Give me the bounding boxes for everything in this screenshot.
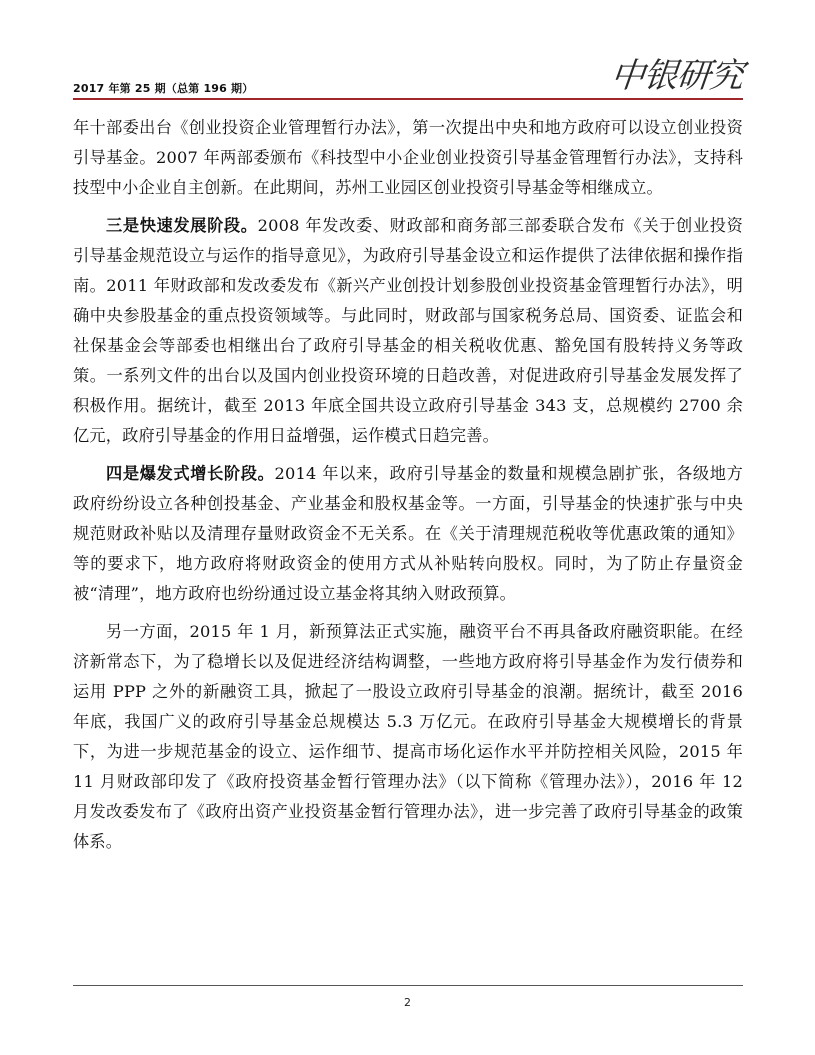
paragraph-text: 另一方面，2015 年 1 月，新预算法正式实施，融资平台不再具备政府融资职能。在经济新常态下，为了稳增长以及促进经济结构调整，一些地方政府将引导基金作为发行债券和运用 PPP 之外的新融资工具，掀起了一股设立政府引导基金的浪潮。据统计，截至 2016 年底，我国广义的政府引导基金总规模达 5.3 万亿元。在政府引导基金大规模增长的背景下，为进一步规范基金的设立、运作细节、提高市场化运作水平并防控相关风险，2015 年 11 月财政部印发了《政府投资基金暂行管理办法》（以下简称《管理办法》），2016 年 12 月发改委发布了《政府出资产业投资基金暂行管理办法》，进一步完善了政府引导基金的政策体系。 — [73, 622, 743, 851]
paragraph-2 — [73, 211, 743, 451]
paragraph-text: 2008 年发改委、财政部和商务部三部委联合发布《关于创业投资引导基金规范设立与运作的指导意见》，为政府引导基金设立和运作提供了法律依据和操作指南。2011 年财政部和发改委发布《新兴产业创投计划参股创业投资基金管理暂行办法》，明确中央参股基金的重点投资领域等。与此同时，财政部与国家税务总局、国资委、证监会和社保基金会等部委也相继出台了政府引导基金的相关税收优惠、豁免国有股转持义务等政策。一系列文件的出台以及国内创业投资环境的日趋改善，对促进政府引导基金发展发挥了积极作用。据统计，截至 2013 年底全国共设立政府引导基金 343 支，总规模约 2700 余亿元，政府引导基金的作用日益增强，运作模式日趋完善。 — [73, 216, 743, 445]
issue-label: 2017 年第 25 期（总第 196 期） — [73, 82, 254, 95]
page-number: 2 — [404, 996, 411, 1009]
paragraph-3 — [73, 459, 743, 609]
paragraph-text: 年十部委出台《创业投资企业管理暂行办法》，第一次提出中央和地方政府可以设立创业投资引导基金。2007 年两部委颁布《科技型中小企业创业投资引导基金管理暂行办法》，支持科技型中小企业自主创新。在此期间，苏州工业园区创业投资引导基金等相继成立。 — [73, 118, 743, 197]
paragraph-1 — [73, 113, 743, 203]
header-divider — [73, 98, 743, 100]
paragraph-text: 2014 年以来，政府引导基金的数量和规模急剧扩张，各级地方政府纷纷设立各种创投基金、产业基金和股权基金等。一方面，引导基金的快速扩张与中央规范财政补贴以及清理存量财政资金不无关系。在《关于清理规范税收等优惠政策的通知》等的要求下，地方政府将财政资金的使用方式从补贴转向股权。同时，为了防止存量资金被“清理”，地方政府也纷纷通过设立基金将其纳入财政预算。 — [73, 464, 744, 603]
document-body — [73, 113, 743, 865]
publication-logo: 中银研究 — [608, 56, 745, 96]
paragraph-lead: 三是快速发展阶段。 — [106, 216, 258, 235]
paragraph-4 — [73, 617, 743, 857]
page-header — [73, 44, 743, 100]
footer-divider — [73, 985, 743, 986]
paragraph-lead: 四是爆发式增长阶段。 — [106, 464, 275, 483]
